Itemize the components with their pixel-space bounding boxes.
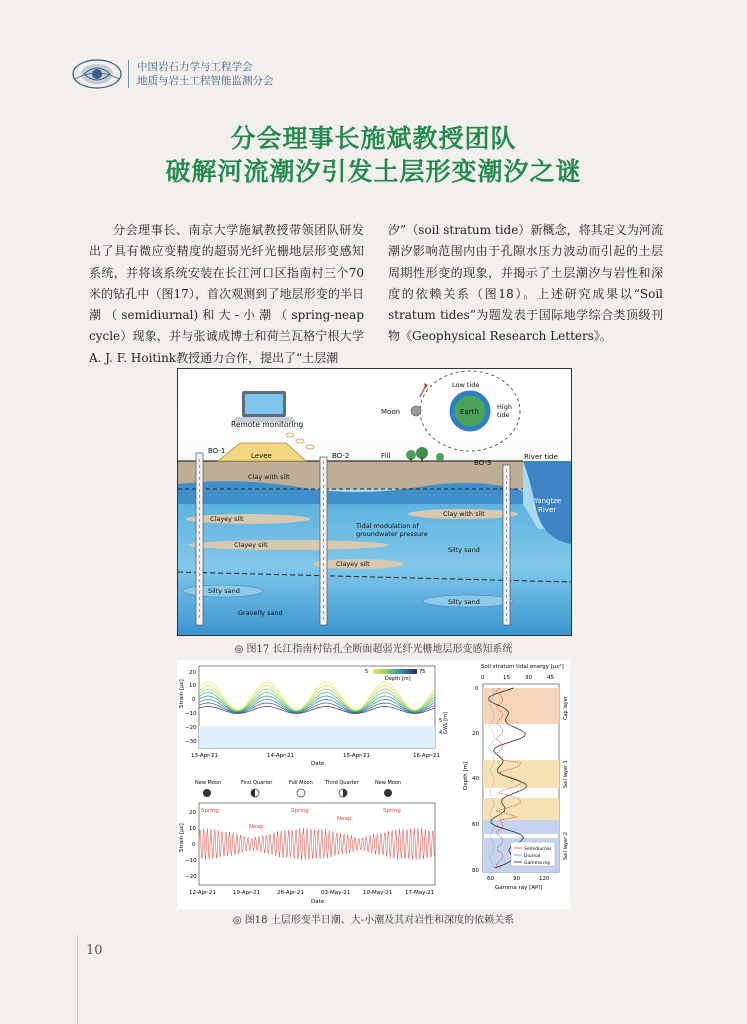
society-logo-icon — [72, 59, 122, 89]
depth-legend — [511, 842, 555, 866]
moon-phases-row — [195, 780, 401, 797]
header-text — [137, 60, 274, 88]
legend-gamma: Gamma ray — [524, 861, 551, 866]
figure-17 — [177, 368, 572, 636]
depth-tick-60: 60 — [472, 822, 479, 828]
label-fill: Fill — [381, 452, 391, 460]
legend-semidiurnal: Semidiurnal — [524, 847, 551, 852]
label-river-tide: River tide — [524, 453, 558, 461]
moon-phase-label-3: Full Moon — [289, 780, 313, 786]
header-line1: 中国岩石力学与工程学会 — [137, 61, 253, 73]
strain-depth-chart — [179, 666, 449, 767]
depth-colorbar — [373, 669, 417, 674]
bottom-ytick-m10: −10 — [185, 858, 197, 864]
new-moon-icon — [203, 789, 211, 797]
gwl-tick-5: 5 — [439, 718, 443, 724]
top-ytick-m10: −10 — [185, 711, 197, 717]
figure-18-charts — [177, 660, 570, 909]
label-yangtze-2: River — [538, 506, 557, 514]
top-ytick-20: 20 — [189, 670, 196, 676]
label-remote: Remote monitoring — [231, 420, 304, 429]
label-high-tide-2: tide — [497, 411, 510, 419]
bottom-xtick-4: 03-May-21 — [321, 890, 351, 896]
borehole-bo3 — [503, 465, 510, 625]
layer-soil-2: Soil layer 2 — [563, 832, 569, 860]
page-number: 10 — [86, 943, 103, 958]
first-quarter-icon — [251, 789, 259, 797]
figure-17-caption: ◎ 图17 长江指南村钻孔全断面超弱光纤光栅地层形变感知系统 — [234, 644, 513, 655]
title-line1: 分会理事长施斌教授团队 — [230, 124, 517, 153]
top-xtick-1: 13-Apr-21 — [191, 753, 219, 759]
bottom-xtick-2: 19-Apr-21 — [233, 890, 261, 896]
top-ytick-10: 10 — [189, 683, 196, 689]
gwl-tick-4: 4 — [439, 730, 443, 736]
bottom-ytick-m20: −20 — [185, 874, 197, 880]
depth-tick-80: 80 — [472, 868, 479, 874]
label-levee: Levee — [251, 452, 272, 460]
label-clay-silt-2: Clay with silt — [443, 510, 485, 518]
header-divider — [128, 60, 129, 88]
title-line2: 破解河流潮汐引发土层形变潮汐之谜 — [165, 157, 582, 186]
moon-phase-label-5: New Moon — [375, 780, 402, 786]
colorbar-tick-5: 5 — [365, 669, 369, 675]
energy-tick-15: 15 — [503, 675, 510, 681]
body-paragraph-2: 汐”（soil stratum tide）新概念，将其定义为河流潮汐影响范围内由于孔隙水压力波动而引起的土层周期性形变的现象，并揭示了土层潮汐与岩性和深度的依赖关系（图18）。上述研究成果以“Soil stratum tides”为题发表于国际地学综合类顶级刊物《Geophysical Research Letters》。 — [388, 223, 663, 344]
label-bo3: BO-3 — [474, 459, 492, 467]
moon-icon — [411, 406, 421, 416]
label-gravelly: Gravelly sand — [238, 609, 283, 617]
energy-axis-label: Soil stratum tidal energy [με²] — [481, 664, 564, 670]
label-earth: Earth — [460, 408, 479, 416]
bottom-xtick-3: 26-Apr-21 — [277, 890, 305, 896]
label-clayey-3: Clayey silt — [336, 560, 370, 568]
label-clayey-2: Clayey silt — [234, 541, 268, 549]
annotation-spring-2: Spring — [291, 808, 309, 814]
borehole-bo1 — [196, 453, 203, 625]
depth-energy-chart — [463, 663, 569, 891]
figure-18-caption: ◎ 图18 土层形变半日潮、大-小潮及其对岩性和深度的依赖关系 — [232, 915, 515, 926]
clayey-silt-lens-1 — [186, 514, 310, 524]
depth-tick-0: 0 — [475, 686, 479, 692]
gamma-tick-90: 90 — [513, 876, 520, 882]
body-column-right — [388, 220, 663, 348]
borehole-bo2 — [320, 457, 327, 625]
third-quarter-icon — [339, 789, 347, 797]
label-clayey-1: Clayey silt — [210, 515, 244, 523]
gamma-tick-60: 60 — [487, 876, 494, 882]
label-high-tide-1: High — [497, 403, 512, 411]
layer-cap: Cap layer — [563, 696, 569, 720]
bottom-xtick-5: 10-May-21 — [363, 890, 393, 896]
top-xlabel: Date — [311, 761, 325, 767]
spring-neap-chart — [179, 803, 435, 905]
depth-axis-label: Depth [m] — [463, 761, 469, 790]
top-ytick-m20: −20 — [185, 725, 197, 731]
bottom-ylabel: Strain [με] — [179, 823, 185, 852]
header-line2: 地质与岩土工程智能监测分会 — [137, 75, 274, 87]
label-tidal-1: Tidal modulation of — [356, 522, 419, 530]
clayey-silt-lens-2 — [188, 540, 388, 550]
label-silty-sand-3: Silty sand — [448, 598, 480, 606]
full-moon-icon — [297, 789, 305, 797]
label-silty-sand-1: Silty sand — [448, 546, 480, 554]
colorbar-label: Depth [m] — [385, 676, 411, 682]
figure-18 — [177, 660, 570, 909]
moon-phase-label-1: New Moon — [195, 780, 222, 786]
label-silty-sand-2: Silty sand — [208, 587, 240, 595]
bottom-ytick-20: 20 — [189, 810, 196, 816]
annotation-spring-1: Spring — [201, 808, 219, 814]
legend-diurnal: Diurnal — [524, 854, 541, 859]
energy-tick-45: 45 — [547, 675, 554, 681]
label-low-tide: Low tide — [452, 381, 480, 389]
label-bo1: BO-1 — [208, 447, 226, 455]
moon-phase-label-2: First Quarter — [241, 780, 273, 786]
label-tidal-2: groundwater pressure — [356, 530, 428, 538]
new-moon-icon-2 — [384, 789, 392, 797]
page-header — [72, 58, 274, 90]
annotation-spring-3: Spring — [383, 808, 401, 814]
body-column-left — [89, 220, 364, 369]
label-yangtze-1: Yangtze — [534, 497, 562, 505]
body-paragraph-1: 分会理事长、南京大学施斌教授带领团队研发出了具有微应变精度的超弱光纤光栅地层形变感知系统，并将该系统安装在长江河口区指南村三个70米的钻孔中（图17），首次观测到了地层形变的半日潮（semidiurnal)和大-小潮（spring-neap cycle）现象，并与张诚成博士和荷兰瓦格宁根大学A. J. F. Hoitink教授通力合作，提出了“土层潮 — [89, 223, 364, 365]
gamma-axis-label: Gamma ray [API] — [495, 885, 543, 891]
gamma-tick-120: 120 — [539, 876, 550, 882]
top-xtick-4: 16-Apr-21 — [413, 753, 441, 759]
energy-tick-0: 0 — [481, 675, 485, 681]
top-xtick-2: 14-Apr-21 — [267, 753, 295, 759]
layer-soil-1: Soil layer 1 — [563, 760, 569, 788]
annotation-neap-2: Neap — [337, 816, 352, 822]
top-ylabel: Strain [με] — [179, 679, 185, 708]
label-clay-silt: Clay with silt — [248, 473, 290, 481]
top-ytick-0: 0 — [192, 697, 196, 703]
bottom-xlabel: Date — [311, 899, 325, 905]
label-bo2: BO-2 — [332, 452, 350, 460]
bottom-ytick-0: 0 — [192, 842, 196, 848]
article-title — [0, 122, 747, 188]
bottom-ytick-10: 10 — [189, 826, 196, 832]
colorbar-tick-75: 75 — [419, 669, 426, 675]
bottom-xtick-1: 12-Apr-21 — [189, 890, 217, 896]
bottom-xtick-6: 17-May-21 — [405, 890, 435, 896]
top-ytick-m30: −30 — [185, 739, 197, 745]
top-xtick-3: 15-Apr-21 — [343, 753, 371, 759]
energy-tick-30: 30 — [525, 675, 532, 681]
moon-phase-label-4: Third Quarter — [325, 780, 359, 786]
depth-tick-20: 20 — [472, 731, 479, 737]
figure-17-diagram — [178, 369, 571, 635]
gwl-label: GWL [m] — [443, 712, 449, 734]
depth-tick-40: 40 — [472, 776, 479, 782]
label-moon: Moon — [381, 408, 401, 416]
page-margin-line — [77, 935, 78, 1024]
annotation-neap-1: Neap — [249, 824, 264, 830]
